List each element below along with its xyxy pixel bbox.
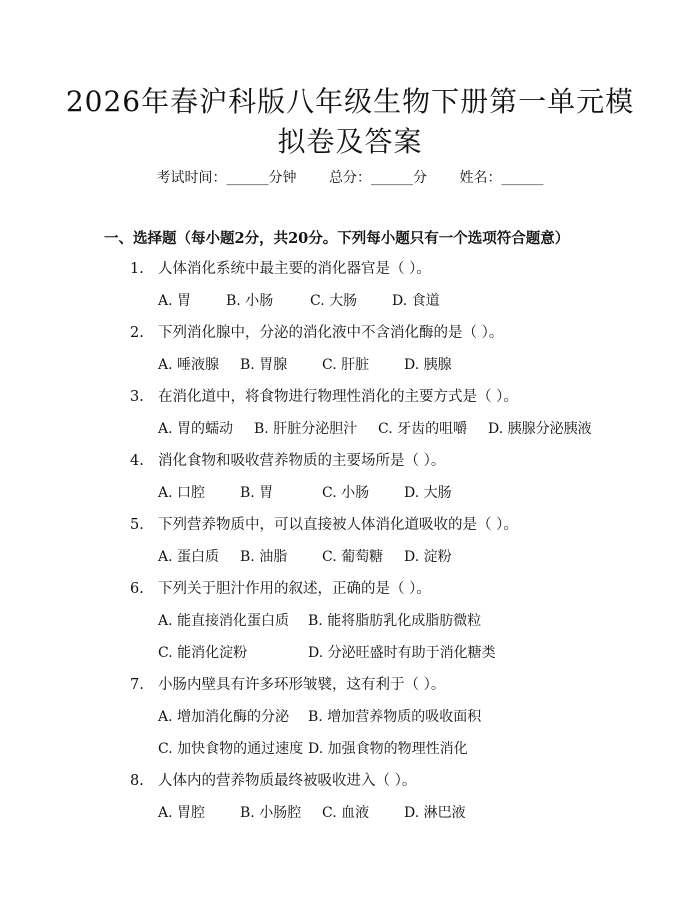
- option-d: D. 食道: [392, 293, 440, 309]
- option-d: D. 大肠: [404, 485, 452, 501]
- option-d: D. 胰腺: [404, 357, 452, 373]
- option-b: B. 小肠腔: [240, 805, 302, 821]
- option-row: [158, 418, 592, 440]
- question-text: 小肠内壁具有许多环形皱襞，这有利于（ ）。: [158, 677, 446, 693]
- question-number: 8.: [130, 773, 144, 789]
- option-a: A. 蛋白质: [158, 549, 220, 565]
- question-stem: [130, 450, 445, 472]
- option-c: C. 大肠: [310, 293, 358, 309]
- option-c: C. 牙齿的咀嚼: [378, 421, 468, 437]
- question-text: 下列关于胆汁作用的叙述，正确的是（ ）。: [158, 581, 431, 597]
- option-d: D. 淀粉: [404, 549, 452, 565]
- option-row: [158, 482, 452, 504]
- question-text: 在消化道中，将食物进行物理性消化的主要方式是（ ）。: [158, 389, 518, 405]
- option-b: B. 能将脂肪乳化成脂肪微粒: [308, 613, 482, 629]
- option-d: D. 淋巴液: [404, 805, 466, 821]
- question-stem: [130, 578, 431, 600]
- question-number: 6.: [130, 581, 144, 597]
- option-row: [158, 642, 496, 664]
- question-text: 消化食物和吸收营养物质的主要场所是（ ）。: [158, 453, 446, 469]
- question-number: 5.: [130, 517, 144, 533]
- question-stem: [130, 674, 445, 696]
- option-c: C. 小肠: [322, 485, 370, 501]
- option-a: A. 胃: [158, 293, 192, 309]
- question-text: 人体消化系统中最主要的消化器官是（ ）。: [158, 261, 431, 277]
- total-score-field: 总分：______分: [329, 170, 427, 186]
- question-stem: [130, 258, 431, 280]
- option-d: D. 分泌旺盛时有助于消化糖类: [308, 645, 496, 661]
- question-stem: [130, 322, 503, 344]
- question-number: 1.: [130, 261, 144, 277]
- option-a: A. 口腔: [158, 485, 206, 501]
- page-title: 2026年春沪科版八年级生物下册第一单元模拟卷及答案: [65, 85, 635, 158]
- question-stem: [130, 770, 416, 792]
- question-number: 3.: [130, 389, 144, 405]
- option-a: A. 增加消化酶的分泌: [158, 709, 290, 725]
- option-b: B. 肝脏分泌胆汁: [254, 421, 358, 437]
- question-number: 7.: [130, 677, 144, 693]
- option-c: C. 血液: [322, 805, 370, 821]
- option-b: B. 小肠: [226, 293, 274, 309]
- question-text: 下列消化腺中，分泌的消化液中不含消化酶的是（ ）。: [158, 325, 504, 341]
- question-number: 4.: [130, 453, 144, 469]
- question-number: 2.: [130, 325, 144, 341]
- option-row: [158, 706, 481, 728]
- option-c: C. 加快食物的通过速度: [158, 741, 304, 757]
- exam-info-line: [0, 168, 700, 188]
- exam-time-field: 考试时间：______分钟: [156, 170, 297, 186]
- option-row: [158, 610, 481, 632]
- question-stem: [130, 386, 518, 408]
- option-row: [158, 290, 440, 312]
- option-c: C. 肝脏: [322, 357, 370, 373]
- student-name-field: 姓名：______: [459, 170, 544, 186]
- option-d: D. 加强食物的物理性消化: [308, 741, 468, 757]
- option-b: B. 油脂: [240, 549, 288, 565]
- option-a: A. 唾液腺: [158, 357, 220, 373]
- option-d: D. 胰腺分泌胰液: [488, 421, 592, 437]
- option-a: A. 胃腔: [158, 805, 206, 821]
- option-c: C. 葡萄糖: [322, 549, 384, 565]
- question-text: 人体内的营养物质最终被吸收进入（ ）。: [158, 773, 417, 789]
- option-a: A. 能直接消化蛋白质: [158, 613, 290, 629]
- section-heading: 一、选择题（每小题2分，共20分。下列每小题只有一个选项符合题意）: [104, 230, 570, 247]
- option-row: [158, 802, 466, 824]
- option-b: B. 胃: [240, 485, 274, 501]
- option-row: [158, 546, 452, 568]
- option-a: A. 胃的蠕动: [158, 421, 234, 437]
- question-text: 下列营养物质中，可以直接被人体消化道吸收的是（ ）。: [158, 517, 518, 533]
- option-c: C. 能消化淀粉: [158, 645, 248, 661]
- option-b: B. 胃腺: [240, 357, 288, 373]
- option-row: [158, 354, 452, 376]
- question-stem: [130, 514, 518, 536]
- option-row: [158, 738, 468, 760]
- option-b: B. 增加营养物质的吸收面积: [308, 709, 482, 725]
